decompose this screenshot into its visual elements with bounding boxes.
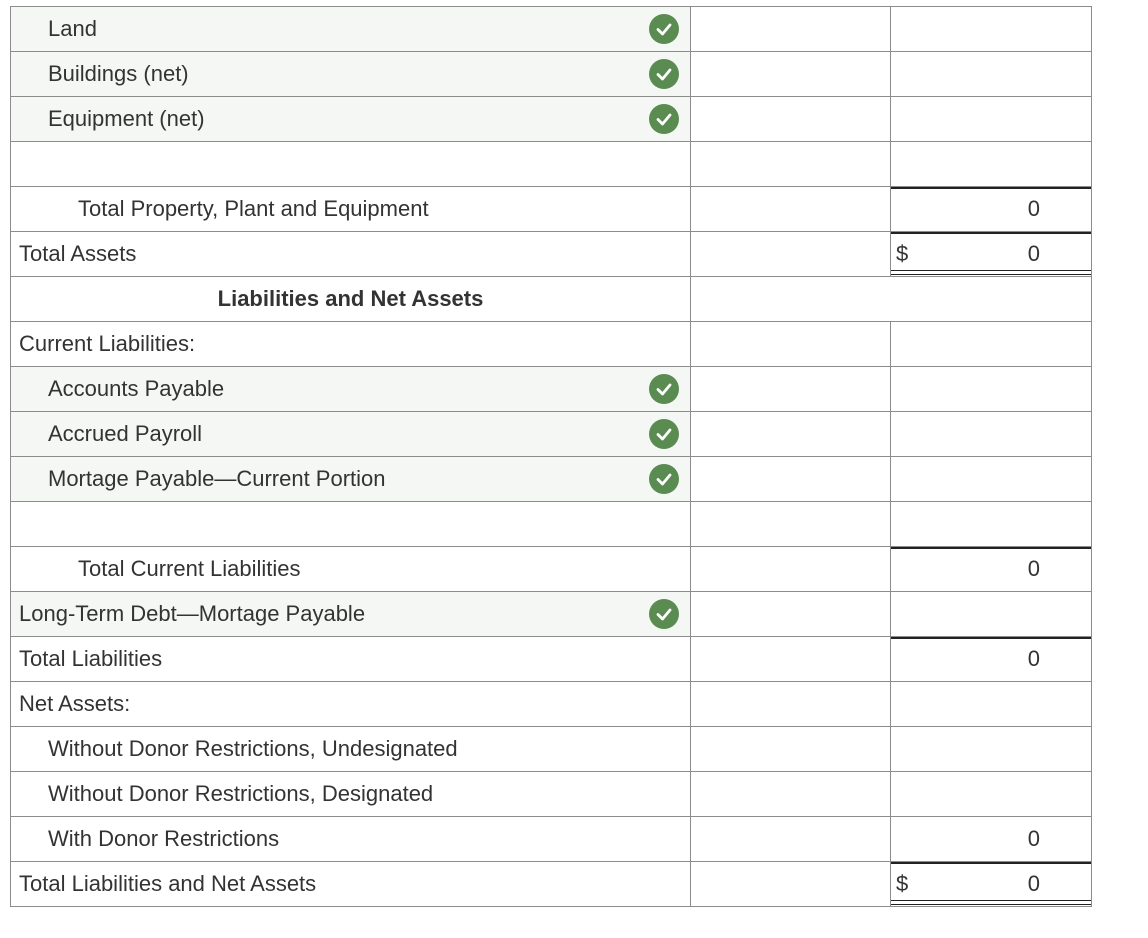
amount-input-cell[interactable] (691, 412, 891, 457)
table-row (11, 592, 1092, 637)
row-label-cell (11, 727, 691, 772)
row-label-cell[interactable] (11, 7, 691, 52)
table-row (11, 7, 1092, 52)
amount-input-cell[interactable] (691, 502, 891, 547)
amount-input-cell[interactable] (691, 142, 891, 187)
row-label-cell[interactable] (11, 97, 691, 142)
sum-line (891, 187, 1091, 189)
section-header-cell (11, 277, 691, 322)
table-row (11, 277, 1092, 322)
row-label-cell (11, 187, 691, 232)
amount-input-cell[interactable] (691, 367, 891, 412)
equipment-label: Equipment (net) (48, 106, 205, 131)
sum-line (891, 232, 1091, 234)
row-label-cell[interactable] (11, 457, 691, 502)
amount-input-cell[interactable] (691, 727, 891, 772)
accrued-payroll-label: Accrued Payroll (48, 421, 203, 446)
total-cell[interactable] (891, 592, 1092, 637)
double-underline (891, 270, 1091, 275)
designated-label: Without Donor Restrictions, Designated (48, 781, 434, 806)
row-label-cell (11, 637, 691, 682)
total-assets-value: 0 (1027, 241, 1040, 266)
total-cell[interactable] (891, 7, 1092, 52)
total-assets-cell (891, 232, 1092, 277)
total-cell[interactable] (891, 142, 1092, 187)
amount-input-cell[interactable] (691, 52, 891, 97)
long-term-debt-label: Long-Term Debt—Mortage Payable (19, 601, 366, 626)
land-label: Land (48, 16, 97, 41)
sum-line (891, 547, 1091, 549)
table-row (11, 232, 1092, 277)
total-current-liabilities-value: 0 (1027, 556, 1040, 581)
total-cell[interactable] (891, 412, 1092, 457)
with-donor-total-cell (891, 817, 1092, 862)
total-assets-label: Total Assets (19, 241, 137, 266)
check-circle-icon (649, 14, 679, 44)
check-circle-icon (649, 419, 679, 449)
amount-cell (691, 862, 891, 907)
with-donor-label: With Donor Restrictions (48, 826, 280, 851)
amount-input-cell[interactable] (691, 7, 891, 52)
balance-sheet-table (10, 6, 1092, 907)
amount-cell (691, 637, 891, 682)
table-row (11, 187, 1092, 232)
table-row (11, 862, 1092, 907)
total-cell[interactable] (891, 457, 1092, 502)
total-current-liabilities-label: Total Current Liabilities (78, 556, 301, 581)
table-row (11, 322, 1092, 367)
blank-label-cell[interactable] (11, 502, 691, 547)
amount-cell (691, 232, 891, 277)
table-row (11, 142, 1092, 187)
blank-label-cell[interactable] (11, 142, 691, 187)
table-row (11, 412, 1092, 457)
section-header: Liabilities and Net Assets (217, 286, 484, 311)
row-label-cell[interactable] (11, 412, 691, 457)
table-row (11, 682, 1092, 727)
row-label-cell (11, 547, 691, 592)
amount-input-cell[interactable] (691, 817, 891, 862)
amount-cell (691, 187, 891, 232)
with-donor-value: 0 (1027, 826, 1040, 851)
row-label-cell[interactable] (11, 592, 691, 637)
sum-line (891, 637, 1091, 639)
amount-input-cell[interactable] (691, 97, 891, 142)
check-circle-icon (649, 104, 679, 134)
total-liabilities-cell (891, 637, 1092, 682)
currency-symbol: $ (896, 241, 909, 266)
table-row (11, 772, 1092, 817)
header-blank-cell (691, 277, 1092, 322)
mortgage-current-label: Mortage Payable—Current Portion (48, 466, 386, 491)
undesignated-label: Without Donor Restrictions, Undesignated (48, 736, 458, 761)
row-label-cell[interactable] (11, 52, 691, 97)
total-cell[interactable] (891, 772, 1092, 817)
amount-input-cell[interactable] (691, 772, 891, 817)
table-row (11, 817, 1092, 862)
buildings-label: Buildings (net) (48, 61, 189, 86)
sum-line (891, 862, 1091, 864)
check-circle-icon (649, 599, 679, 629)
row-label-cell (11, 817, 691, 862)
total-cell[interactable] (891, 502, 1092, 547)
table-row (11, 367, 1092, 412)
amount-cell (691, 322, 891, 367)
row-label-cell[interactable] (11, 367, 691, 412)
check-circle-icon (649, 464, 679, 494)
check-circle-icon (649, 59, 679, 89)
table-row (11, 547, 1092, 592)
total-liabilities-net-assets-value: 0 (1027, 871, 1040, 896)
total-cell[interactable] (891, 97, 1092, 142)
amount-input-cell[interactable] (691, 457, 891, 502)
row-label-cell (11, 322, 691, 367)
amount-cell (691, 682, 891, 727)
total-cell (891, 322, 1092, 367)
total-cell (891, 682, 1092, 727)
amount-cell (691, 547, 891, 592)
total-liabilities-value: 0 (1027, 646, 1040, 671)
double-underline (891, 900, 1091, 905)
amount-input-cell[interactable] (691, 592, 891, 637)
total-ppe-label: Total Property, Plant and Equipment (78, 196, 429, 221)
current-liabilities-label: Current Liabilities: (19, 331, 196, 356)
total-current-liabilities-cell (891, 547, 1092, 592)
table-row (11, 727, 1092, 772)
row-label-cell (11, 232, 691, 277)
row-label-cell (11, 772, 691, 817)
net-assets-label: Net Assets: (19, 691, 131, 716)
total-liabilities-net-assets-cell (891, 862, 1092, 907)
total-liabilities-label: Total Liabilities (19, 646, 163, 671)
total-cell[interactable] (891, 367, 1092, 412)
check-circle-icon (649, 374, 679, 404)
total-ppe-cell (891, 187, 1092, 232)
total-ppe-value: 0 (1027, 196, 1040, 221)
table-row (11, 97, 1092, 142)
table-row (11, 52, 1092, 97)
table-row (11, 502, 1092, 547)
row-label-cell (11, 682, 691, 727)
total-cell[interactable] (891, 727, 1092, 772)
total-liabilities-net-assets-label: Total Liabilities and Net Assets (19, 871, 317, 896)
total-cell[interactable] (891, 52, 1092, 97)
table-row (11, 637, 1092, 682)
row-label-cell (11, 862, 691, 907)
accounts-payable-label: Accounts Payable (48, 376, 225, 401)
table-row (11, 457, 1092, 502)
currency-symbol: $ (896, 871, 909, 896)
